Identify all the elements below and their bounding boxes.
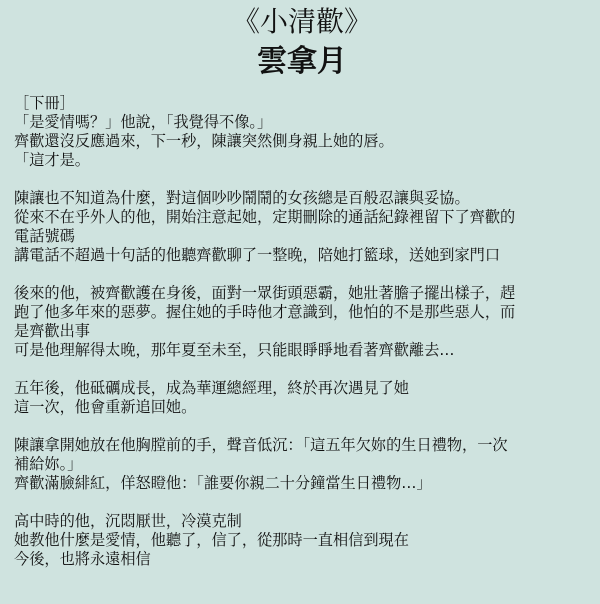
paragraph	[14, 512, 590, 569]
text-line: 是齊歡出事	[14, 322, 90, 340]
paragraph-gap	[14, 360, 590, 379]
paragraph-gap	[14, 265, 590, 284]
paragraph	[14, 189, 590, 265]
author-name: 雲拿月	[257, 44, 347, 79]
text-line: 這一次，他會重新追回她。	[14, 398, 197, 416]
text-line: 「是愛情嗎？」他說，「我覺得不像。」	[14, 113, 273, 131]
document-page	[0, 4, 600, 604]
paragraph	[14, 436, 590, 493]
text-line: 電話號碼	[14, 227, 75, 245]
book-title: 《小清歡》	[231, 5, 372, 38]
paragraph-gap	[14, 493, 590, 512]
text-line: 後來的他，被齊歡護在身後，面對一眾街頭惡霸，她壯著膽子擺出樣子，趕	[14, 284, 516, 302]
text-line: 五年後，他砥礪成長，成為華運總經理，終於再次遇見了她	[14, 379, 409, 397]
paragraph	[14, 379, 590, 417]
text-line: 補給妳。」	[14, 455, 83, 473]
text-line: 陳讓拿開她放在他胸膛前的手，聲音低沉：「這五年欠妳的生日禮物，一次	[14, 436, 508, 454]
text-line: 跑了他多年來的惡夢。握住她的手時他才意識到，他怕的不是那些惡人，而	[14, 303, 516, 321]
text-line: 齊歡滿臉緋紅，佯怒瞪他：「誰要你親二十分鐘當生日禮物…」	[14, 474, 432, 492]
paragraph-gap	[14, 170, 590, 189]
text-line: 齊歡還沒反應過來，下一秒，陳讓突然側身親上她的唇。	[14, 132, 394, 150]
text-line: 今後，也將永遠相信	[14, 550, 151, 568]
text-line: 高中時的他，沉悶厭世，冷漠克制	[14, 512, 242, 530]
text-line: 「這才是。	[14, 151, 90, 169]
paragraph-gap	[14, 417, 590, 436]
text-line: 可是他理解得太晚，那年夏至未至，只能眼睜睜地看著齊歡離去…	[14, 341, 455, 359]
text-line: 她教他什麼是愛情，他聽了，信了，從那時一直相信到現在	[14, 531, 409, 549]
text-line: ［下冊］	[14, 94, 75, 112]
text-line: 從來不在乎外人的他，開始注意起她，定期刪除的通話紀錄裡留下了齊歡的	[14, 208, 516, 226]
synopsis-body	[14, 94, 590, 569]
text-line: 陳讓也不知道為什麼，對這個吵吵鬧鬧的女孩總是百般忍讓與妥協。	[14, 189, 470, 207]
paragraph	[14, 284, 590, 360]
paragraph	[14, 94, 590, 170]
text-line: 講電話不超過十句話的他聽齊歡聊了一整晚，陪她打籃球，送她到家門口	[14, 246, 500, 264]
